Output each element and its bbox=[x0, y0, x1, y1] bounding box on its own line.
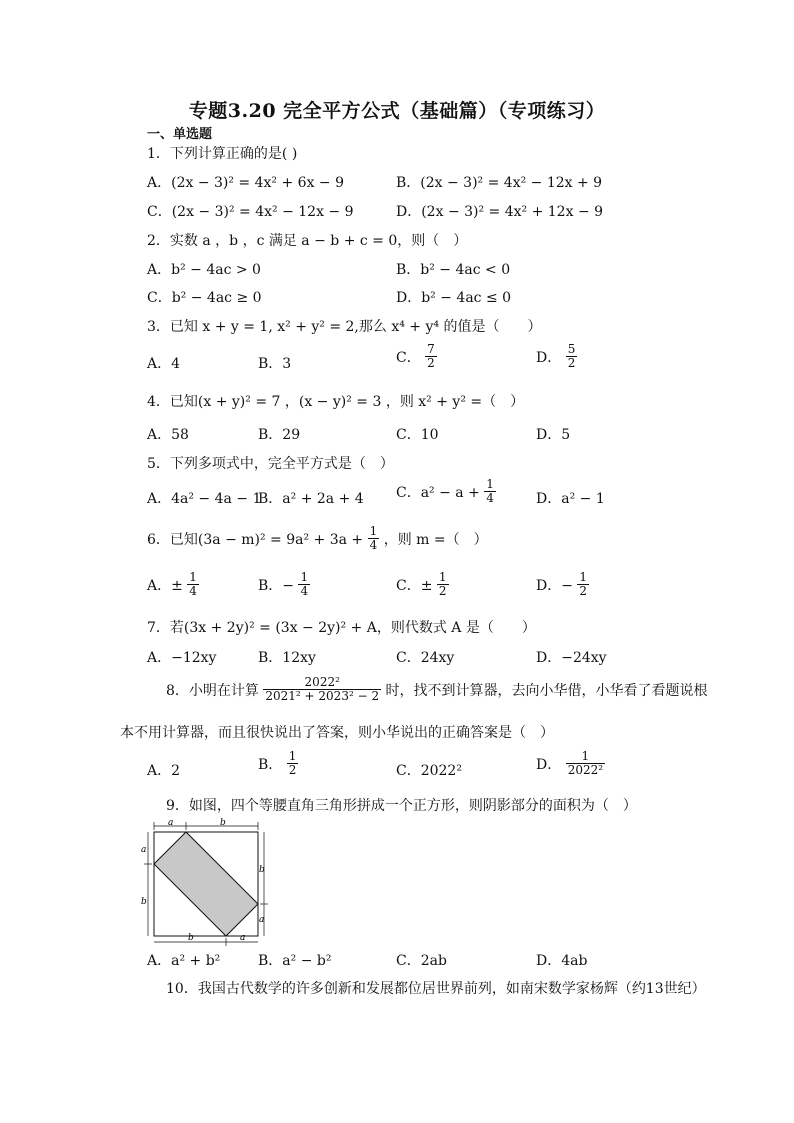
question-2-option-c[interactable]: C．b² − 4ac ≥ 0 bbox=[147, 290, 262, 306]
option-label: B． bbox=[258, 756, 283, 773]
fraction: $\frac{1}{4}$ bbox=[300, 570, 309, 599]
stem-text: 时，找不到计算器，去向小华借，小华看了看题说根 bbox=[385, 682, 708, 699]
question-7-option-c[interactable]: C．24xy bbox=[396, 650, 455, 666]
question-1-option-c[interactable]: C．(2x − 3)² = 4x² − 12x − 9 bbox=[147, 204, 354, 220]
label-right-a: a bbox=[259, 915, 265, 925]
question-6-option-a[interactable] bbox=[147, 571, 199, 598]
question-8-option-d[interactable] bbox=[536, 750, 605, 777]
fraction: $\frac{1}{4}$ bbox=[486, 477, 494, 506]
label-bottom-a: a bbox=[240, 933, 246, 943]
question-8-option-a[interactable]: A．2 bbox=[147, 763, 181, 779]
option-label: C．a² − a + bbox=[396, 484, 480, 501]
question-5-stem: 5．下列多项式中，完全平方式是（ ） bbox=[147, 456, 394, 472]
label-top-b: b bbox=[220, 818, 226, 828]
fraction: $\frac{1}{2}$ bbox=[288, 749, 297, 778]
question-2-option-a[interactable]: A．b² − 4ac > 0 bbox=[147, 262, 261, 278]
question-9-stem: 9．如图，四个等腰直角三角形拼成一个正方形，则阴影部分的面积为（ ） bbox=[166, 798, 637, 814]
stem-text: ，则 m =（ ） bbox=[383, 531, 488, 548]
question-4-stem: 4．已知(x + y)² = 7 ，(x − y)² = 3 ，则 x² + y² =（ ） bbox=[147, 394, 525, 410]
question-4-option-d[interactable]: D．5 bbox=[536, 427, 571, 443]
question-7-option-a[interactable]: A．−12xy bbox=[147, 650, 217, 666]
question-4-option-a[interactable]: A．58 bbox=[147, 427, 189, 443]
label-bottom-b: b bbox=[188, 933, 194, 943]
option-label: B．− bbox=[258, 577, 295, 594]
question-9-option-c[interactable]: C．2ab bbox=[396, 953, 447, 969]
question-8-option-c[interactable]: C．2022² bbox=[396, 763, 462, 779]
question-4-option-b[interactable]: B．29 bbox=[258, 427, 301, 443]
question-2-option-d[interactable]: D．b² − 4ac ≤ 0 bbox=[396, 290, 512, 306]
question-9-option-b[interactable]: B．a² − b² bbox=[258, 953, 332, 969]
option-label: C． bbox=[396, 349, 421, 366]
question-3-option-a[interactable]: A．4 bbox=[147, 356, 181, 372]
fraction: $\frac{5}{2}$ bbox=[567, 342, 576, 371]
fraction: $\frac{1}{4}$ bbox=[369, 524, 378, 553]
question-1-option-b[interactable]: B．(2x − 3)² = 4x² − 12x + 9 bbox=[396, 175, 603, 191]
label-top-a: a bbox=[168, 818, 174, 828]
question-3-stem: 3．已知 x + y = 1, x² + y² = 2,那么 x⁴ + y⁴ 的值是（ ） bbox=[147, 319, 542, 335]
option-label: D．− bbox=[536, 577, 573, 594]
question-3-option-c[interactable] bbox=[396, 343, 437, 370]
question-10-stem: 10．我国古代数学的许多创新和发展都位居世界前列，如南宋数学家杨辉（约13世纪） bbox=[166, 981, 706, 997]
question-1-stem: 1．下列计算正确的是( ) bbox=[147, 146, 298, 162]
option-label: A．± bbox=[147, 577, 183, 594]
question-1-option-d[interactable]: D．(2x − 3)² = 4x² + 12x − 9 bbox=[396, 204, 604, 220]
question-9-option-a[interactable]: A．a² + b² bbox=[147, 953, 221, 969]
option-label: D． bbox=[536, 349, 562, 366]
fraction: $\frac{1}{2}$ bbox=[438, 570, 447, 599]
question-3-option-b[interactable]: B．3 bbox=[258, 356, 292, 372]
question-5-option-a[interactable]: A．4a² − 4a − 1 bbox=[147, 491, 262, 507]
question-3-option-d[interactable] bbox=[536, 343, 577, 370]
question-7-option-b[interactable]: B．12xy bbox=[258, 650, 316, 666]
stem-text: 6．已知(3a − m)² = 9a² + 3a + bbox=[147, 531, 364, 548]
fraction: $\frac{\text{2022²}}{\text{2021² + 2023² − 2}}$ bbox=[265, 675, 380, 704]
label-right-b: b bbox=[259, 865, 265, 875]
label-left-a: a bbox=[141, 845, 147, 855]
question-5-option-b[interactable]: B．a² + 2a + 4 bbox=[258, 491, 364, 507]
page-title: 专题3.20 完全平方公式（基础篇）（专项练习） bbox=[188, 100, 606, 122]
question-4-option-c[interactable]: C．10 bbox=[396, 427, 439, 443]
question-8-stem bbox=[166, 676, 708, 703]
question-5-option-c[interactable] bbox=[396, 478, 496, 505]
fraction: $\frac{1}{4}$ bbox=[189, 570, 197, 599]
question-6-option-c[interactable] bbox=[396, 571, 449, 598]
question-8-option-b[interactable] bbox=[258, 750, 298, 777]
question-6-option-d[interactable] bbox=[536, 571, 589, 598]
question-8-stem-line2: 本不用计算器，而且很快说出了答案，则小华说出的正确答案是（ ） bbox=[120, 725, 554, 741]
question-9-option-d[interactable]: D．4ab bbox=[536, 953, 588, 969]
question-2-option-b[interactable]: B．b² − 4ac < 0 bbox=[396, 262, 511, 278]
question-5-option-d[interactable]: D．a² − 1 bbox=[536, 491, 605, 507]
fraction: $\frac{7}{2}$ bbox=[427, 342, 435, 371]
question-7-option-d[interactable]: D．−24xy bbox=[536, 650, 607, 666]
question-1-option-a[interactable]: A．(2x − 3)² = 4x² + 6x − 9 bbox=[147, 175, 345, 191]
section-heading: 一、单选题 bbox=[147, 127, 213, 142]
fraction: $\frac{1}{2}$ bbox=[579, 570, 588, 599]
fraction: $\frac{1}{\text{2022²}}$ bbox=[567, 749, 604, 778]
square-figure bbox=[140, 818, 270, 946]
option-label: D． bbox=[536, 756, 562, 773]
question-6-stem bbox=[147, 525, 488, 552]
question-2-stem: 2．实数 a ，b ，c 满足 a − b + c = 0，则（ ） bbox=[147, 233, 468, 249]
question-6-option-b[interactable] bbox=[258, 571, 310, 598]
stem-text: 8．小明在计算 bbox=[166, 682, 259, 699]
question-7-stem: 7．若(3x + 2y)² = (3x − 2y)² + A，则代数式 A 是（ ） bbox=[147, 620, 536, 636]
label-left-b: b bbox=[141, 897, 147, 907]
option-label: C．± bbox=[396, 577, 433, 594]
shaded-rectangle bbox=[154, 832, 258, 936]
